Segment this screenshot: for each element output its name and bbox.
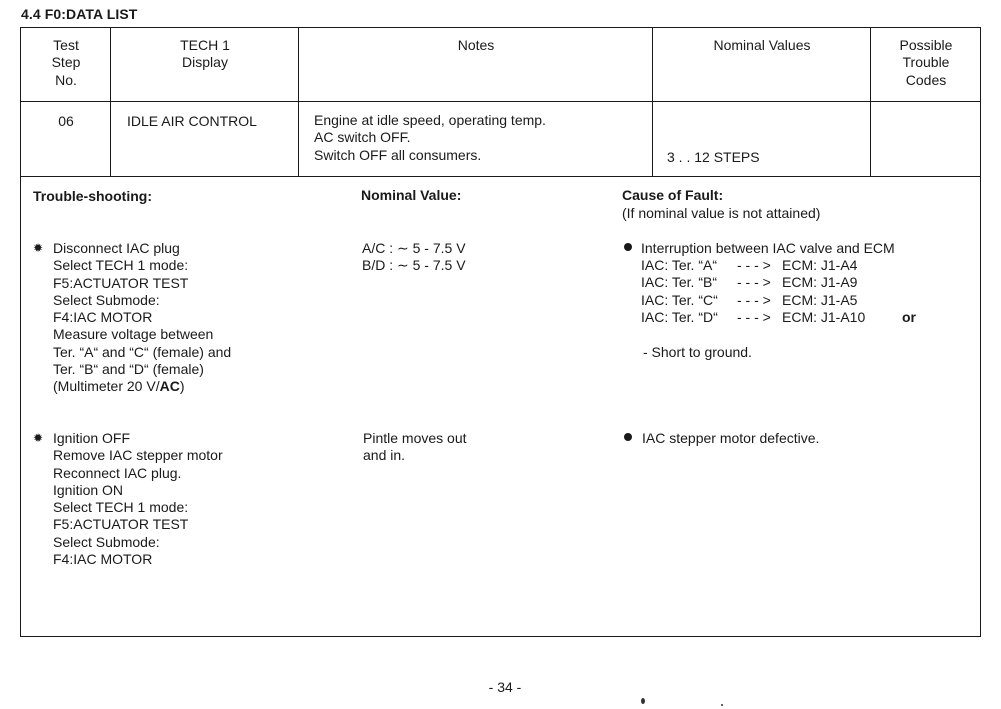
terminal-row-d: IAC: Ter. “D“ - - - > ECM: J1-A10 or [641,308,916,325]
header-tech1-display: TECH 1 Display [180,37,230,71]
scan-speck [641,698,645,704]
row-notes: Engine at idle speed, operating temp. AC switch OFF. Switch OFF all consumers. [314,112,546,163]
table-bottom-divider [20,176,981,177]
bullet-icon: ✹ [33,241,44,255]
cause-of-fault-label: Cause of Fault: [622,187,724,203]
multimeter-note: (Multimeter 20 V/AC) [53,378,185,395]
troubleshooting-steps-2: Ignition OFF Remove IAC stepper motor Reconnect IAC plug. Ignition ON Select TECH 1 mode: F5:ACTUATOR TEST Select Submode: F4:IAC MOTOR [53,430,223,568]
terminal-row-c: IAC: Ter. “C“ - - - > ECM: J1-A5 [641,291,858,308]
cause-of-fault-2: IAC stepper motor defective. [642,430,820,446]
section-heading: 4.4 F0:DATA LIST [21,6,138,22]
troubleshooting-label: Trouble-shooting: [33,188,152,204]
terminal-row-a: IAC: Ter. “A“ - - - > ECM: J1-A4 [641,257,858,273]
cause-of-fault-1: Interruption between IAC valve and ECM [641,240,895,256]
column-divider-3 [652,27,653,177]
page-number: - 34 - [488,679,522,695]
header-notes: Notes [457,37,495,53]
header-trouble-codes: Possible Trouble Codes [899,37,953,88]
column-divider-2 [298,27,299,177]
cause-of-fault-subtitle: (If nominal value is not attained) [622,205,821,221]
column-divider-1 [110,27,111,177]
header-nominal-values: Nominal Values [713,37,811,53]
scan-speck [721,704,723,706]
short-to-ground: - Short to ground. [643,344,752,360]
troubleshooting-steps-1: Disconnect IAC plug Select TECH 1 mode: F5:ACTUATOR TEST Select Submode: F4:IAC MOTOR Measure voltage between Ter. “A“ and “C“ (female) and Ter. “B“ and “D“ (female) (Multimeter 20 V/AC) [53,240,232,395]
column-divider-4 [870,27,871,177]
nominal-values-2: Pintle moves out and in. [363,430,467,464]
header-test-step: Test Step No. [51,37,81,88]
row-display: IDLE AIR CONTROL [127,113,257,129]
nominal-value-label: Nominal Value: [361,187,462,203]
header-row-divider [20,101,981,102]
bullet-icon [624,433,632,441]
bullet-icon: ✹ [33,431,44,445]
nominal-values-1: A/C : ∼ 5 - 7.5 V B/D : ∼ 5 - 7.5 V [362,240,466,274]
terminal-mapping [641,257,916,326]
terminal-row-b: IAC: Ter. “B“ - - - > ECM: J1-A9 [641,274,858,291]
row-step-number: 06 [58,113,74,129]
row-nominal-value: 3 . . 12 STEPS [667,149,760,165]
bullet-icon [624,243,632,251]
